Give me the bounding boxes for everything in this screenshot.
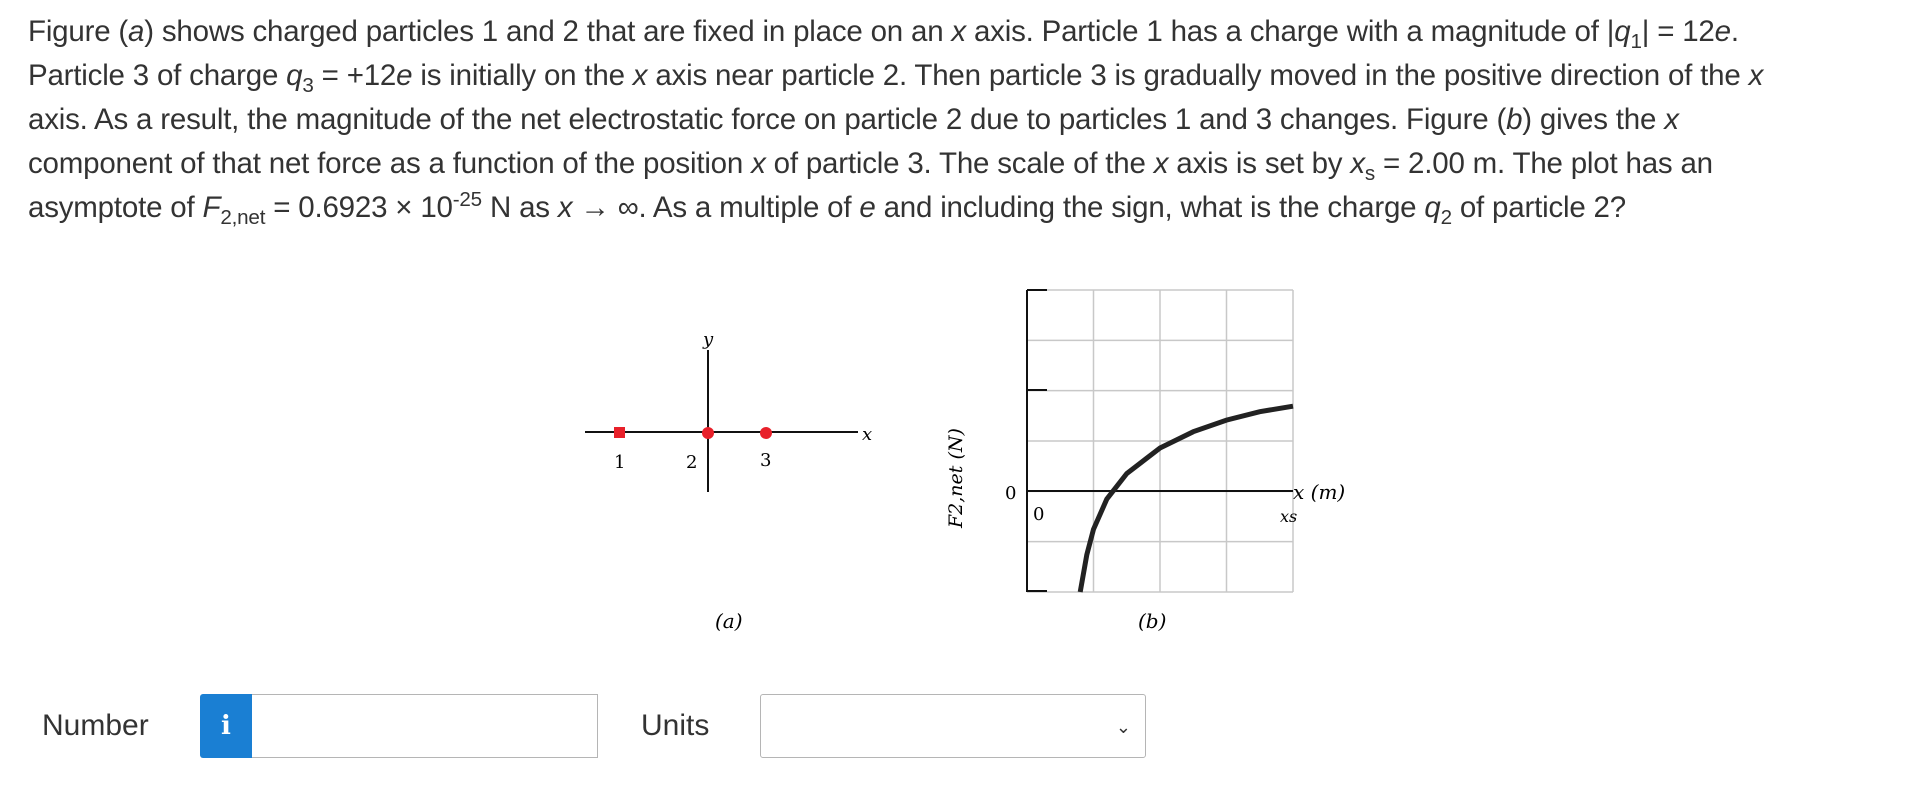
fig-b-origin-right: 0 — [1033, 504, 1045, 525]
particle-1-label: 1 — [614, 452, 626, 473]
fig-a-x-label: x — [862, 424, 873, 445]
fig-b-y-label: F2,net (N) — [945, 428, 967, 528]
problem-line-4: component of that net force as a function of the position x of particle 3. The scale of the x axis is set by $x_s = 2.00$ m. The plot has an — [28, 147, 1713, 185]
problem-line-5: asymptote of $F_{2,net} = 0.6923 \times 10^{-25}$ N as x → ∞. As a multiple of e and including the sign, what is the charge $q_2$ of particle 2? — [28, 188, 1626, 229]
figure-a — [585, 329, 872, 633]
fig-a-caption: (a) — [715, 609, 743, 633]
number-input[interactable] — [252, 694, 598, 758]
fig-b-x-label: x (m) — [1293, 480, 1346, 504]
chevron-down-icon: ⌄ — [1115, 717, 1131, 737]
figure-b — [945, 290, 1345, 633]
problem-line-1: Figure (a) shows charged particles 1 and 2 that are fixed in place on an x axis. Particle 1 has a charge with a magnitude of $|q_1| = 12e$. — [28, 15, 1739, 53]
particle-2 — [702, 427, 714, 439]
fig-b-xs-tick: xs — [1280, 507, 1298, 526]
particle-1 — [614, 427, 625, 438]
particle-3 — [760, 427, 772, 439]
fig-b-caption: (b) — [1138, 609, 1167, 633]
fig-b-curve — [1080, 406, 1293, 592]
fig-a-y-label: y — [703, 329, 714, 350]
problem-line-3: axis. As a result, the magnitude of the net electrostatic force on particle 2 due to particles 1 and 3 changes. Figure (b) gives the x — [28, 103, 1679, 136]
particle-2-label: 2 — [686, 452, 698, 473]
problem-line-2: Particle 3 of charge $q_3 = +12e$ is initially on the x axis near particle 2. Then particle 3 is gradually moved in the positive direction of the x — [28, 59, 1764, 97]
units-label: Units — [641, 709, 710, 742]
number-label: Number — [42, 709, 149, 742]
info-icon[interactable]: i — [200, 694, 252, 758]
fig-b-origin-left: 0 — [1005, 483, 1017, 504]
fig-b-grid — [1027, 290, 1293, 592]
particle-3-label: 3 — [760, 450, 772, 471]
units-select[interactable] — [760, 694, 1146, 758]
